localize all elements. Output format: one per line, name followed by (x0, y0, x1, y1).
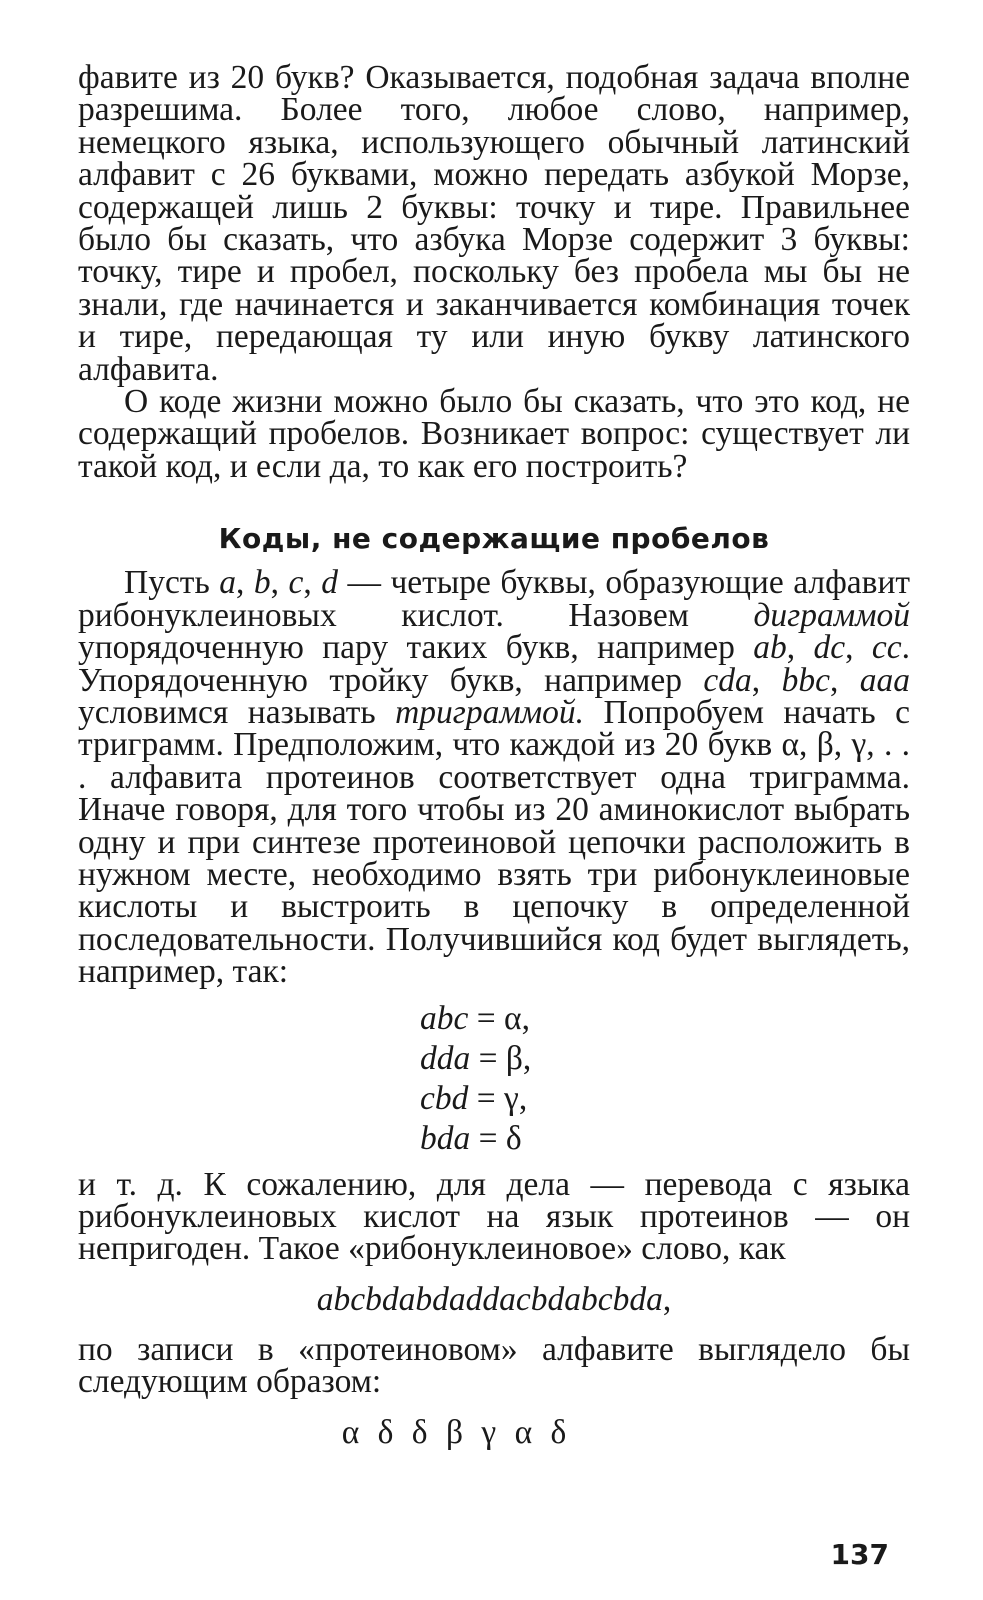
equation-left: abc (420, 999, 469, 1037)
equation-right: = γ, (476, 1079, 528, 1117)
paragraph-4: и т. д. К сожалению, для дела — перевода с языка рибонуклеиновых кислот на язык протеинов — он непригоден. Такое «рибонуклеиновое» слово, как (78, 1165, 910, 1268)
equation-left: cbd (420, 1079, 469, 1117)
example-bbc: bbc (781, 661, 830, 699)
greek-sequence: α δ δ β γ α δ (341, 1413, 567, 1451)
code-equations (78, 999, 910, 1159)
separator: , (751, 661, 782, 699)
example-aaa: aaa (859, 661, 911, 699)
example-dc: dc (813, 629, 846, 667)
page-content (78, 59, 911, 1453)
example-cc: cc (871, 629, 902, 667)
equation-right: = δ (478, 1119, 522, 1157)
equation-line (420, 999, 910, 1039)
page-number: 137 (830, 1538, 889, 1571)
rna-word-suffix: , (662, 1280, 672, 1318)
letter-a: a (219, 564, 236, 602)
paragraph-5: по записи в «протеиновом» алфавите выглядело бы следующим образом: (78, 1330, 910, 1401)
equation-right: = β, (478, 1039, 532, 1077)
equation-left: bda (420, 1119, 471, 1157)
paragraph-3-text-1: Пусть (124, 564, 220, 602)
example-ab: ab (753, 629, 787, 667)
paragraph-3 (78, 564, 911, 991)
term-trigram: триграммой. (395, 693, 584, 731)
paragraph-3-text-4: . Упорядоченную тройку букв, например (78, 629, 911, 699)
rna-word-text: abcbdabdaddacbdabcbda (316, 1280, 663, 1318)
example-cda: cda (703, 661, 752, 699)
paragraph-3-text-6: Попробуем начать с триграмм. Предположим, что каждой из 20 букв α, β, γ, . . . алфавита протеинов соответствует одна триграмма. Иначе говоря, для того чтобы из 20 аминокислот выбрать одну и при синтезе протеиновой цепочки расположить в нужном месте, необходимо взять три рибонуклеиновые кислоты и выстроить в цепочку в определенной последовательности. Получившийся код будет выглядеть, например, так: (78, 693, 910, 991)
paragraph-2: О коде жизни можно было бы сказать, что это код, не содержащий пробелов. Возникает вопрос: существует ли такой код, и если да, то как его построить? (78, 383, 910, 485)
paragraph-3-text-3: упорядоченную пару таких букв, например (78, 629, 754, 667)
separator: , (270, 564, 289, 602)
separator: , (786, 629, 814, 667)
equation-left: dda (420, 1039, 471, 1077)
equation-right: = α, (476, 999, 530, 1037)
equation-line (420, 1039, 910, 1079)
separator: , (235, 564, 254, 602)
separator: , (829, 661, 860, 699)
letter-b: b (253, 564, 271, 602)
equation-line (420, 1119, 910, 1159)
paragraph-3-text-2: — четыре буквы, образующие алфавит рибонуклеиновых кислот. Назовем (78, 564, 911, 634)
separator: , (303, 564, 322, 602)
section-title: Коды, не содержащие пробелов (218, 522, 770, 556)
paragraph-3-text-5: условимся называть (78, 693, 396, 731)
letter-d: d (321, 564, 338, 602)
rna-word (78, 1280, 910, 1320)
equation-line (420, 1079, 910, 1119)
letter-c: c (288, 564, 304, 602)
separator: , (845, 629, 872, 667)
term-digram: диграммой (753, 596, 910, 634)
paragraph-1: фавите из 20 букв? Оказывается, подобная задача вполне разрешима. Более того, любое слово, например, немецкого языка, использующего обычный латинский алфавит с 26 буквами, можно передать азбукой Морзе, содержащей лишь 2 буквы: точку и тире. Правильнее было бы сказать, что азбука Морзе содержит 3 буквы: точку, тире и пробел, поскольку без пробела мы бы не знали, где начинается и заканчивается комбинация точек и тире, передающая ту или иную букву латинского алфавита. (78, 59, 910, 388)
